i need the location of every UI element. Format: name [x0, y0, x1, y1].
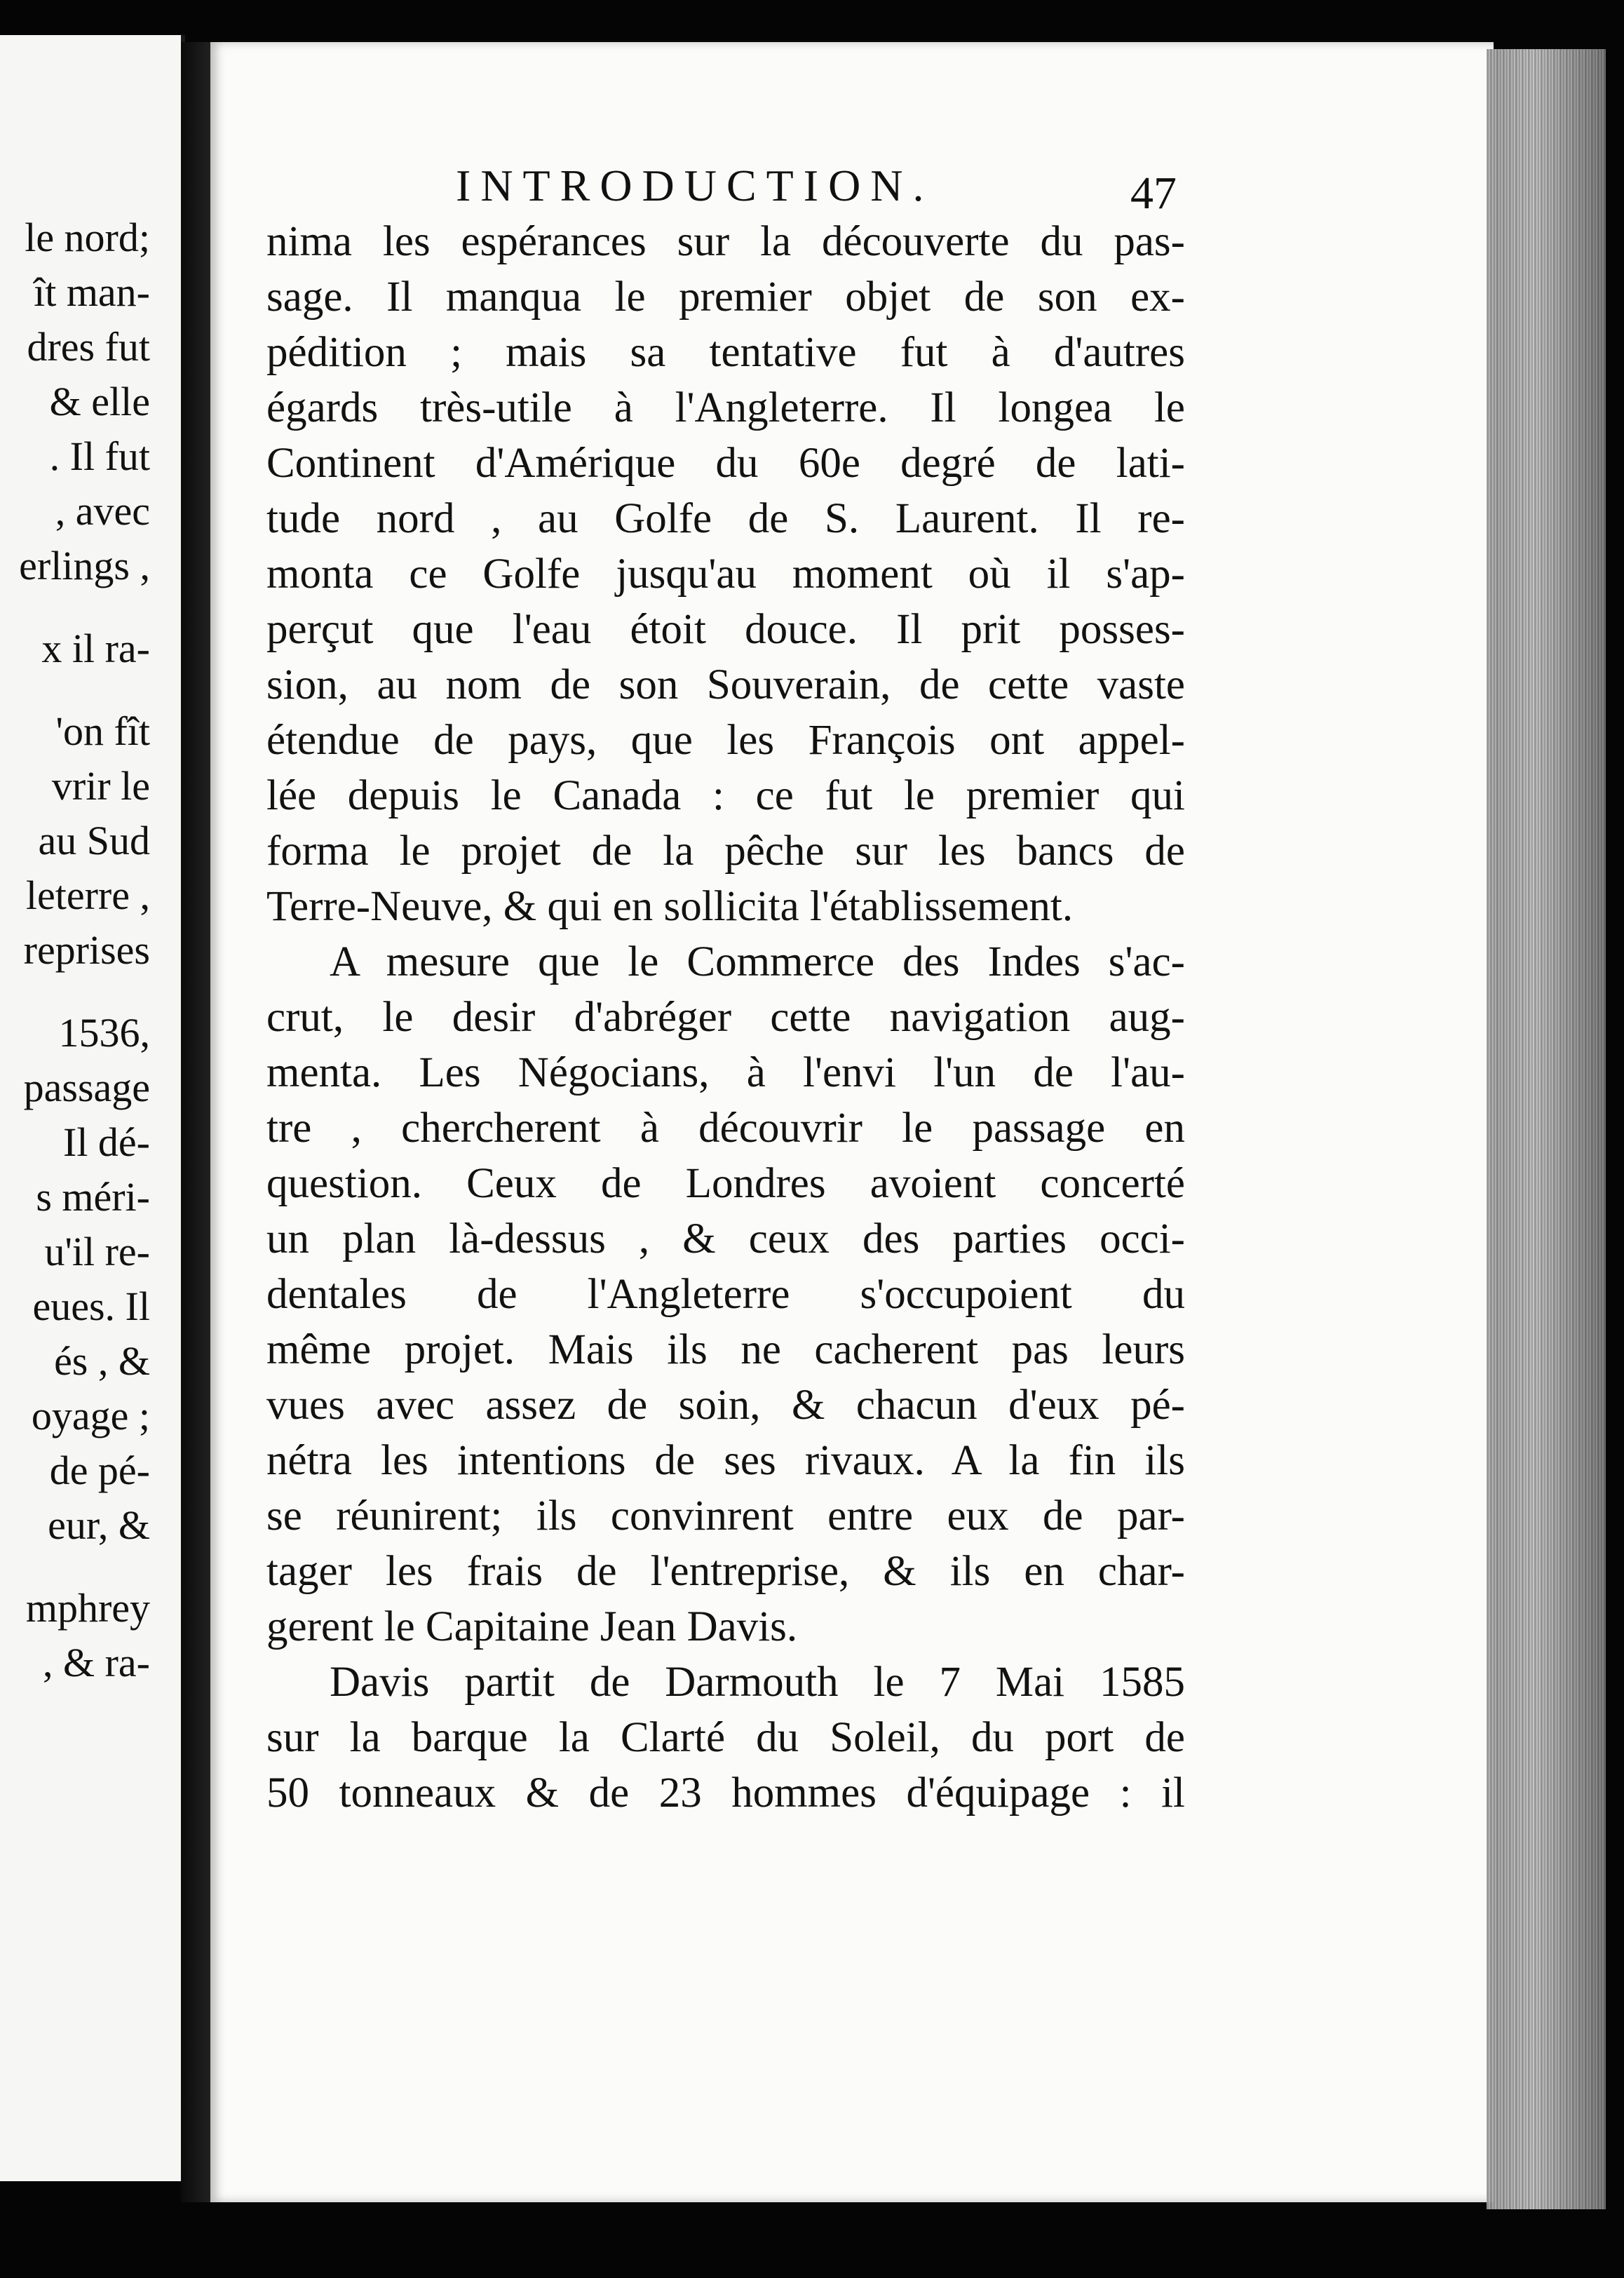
facing-page-line: passage: [23, 1065, 150, 1110]
text-line: égards très-utile à l'Angleterre. Il longea le: [266, 384, 1185, 431]
facing-page-line: x il ra-: [41, 626, 150, 671]
facing-page-line: [19, 1553, 150, 1581]
text-line: A mesure que le Commerce des Indes s'ac-: [330, 938, 1185, 985]
facing-page-line: de pé-: [49, 1448, 150, 1493]
facing-page-line: s méri-: [36, 1174, 150, 1220]
facing-page-line: leterre ,: [25, 872, 150, 918]
text-line: vues avec assez de soin, & chacun d'eux pé-: [266, 1382, 1185, 1429]
text-line: pédition ; mais sa tentative fut à d'autres: [266, 329, 1185, 376]
facing-page-line: ît man-: [34, 269, 150, 315]
text-line: crut, le desir d'abréger cette navigation aug-: [266, 994, 1185, 1041]
facing-page-line: [19, 978, 150, 1006]
facing-page-line: & elle: [49, 379, 150, 424]
text-line: sage. Il manqua le premier objet de son ex-: [266, 274, 1185, 321]
text-line: 50 tonneaux & de 23 hommes d'équipage : il: [266, 1770, 1185, 1817]
running-head: INTRODUCTION.: [456, 161, 934, 210]
text-line: question. Ceux de Londres avoient concerté: [266, 1160, 1185, 1207]
text-line: nima les espérances sur la découverte du pas-: [266, 218, 1185, 265]
body-text: [266, 214, 1185, 1821]
facing-page-line: Il dé-: [63, 1119, 150, 1165]
text-line: dentales de l'Angleterre s'occupoient du: [266, 1271, 1185, 1318]
text-line: se réunirent; ils convinrent entre eux de par-: [266, 1492, 1185, 1539]
text-line: perçut que l'eau étoit douce. Il prit posses-: [266, 606, 1185, 653]
text-line: forma le projet de la pêche sur les bancs de: [266, 828, 1185, 875]
page-number: 47: [1130, 168, 1177, 219]
facing-page-line: és , &: [54, 1338, 150, 1384]
facing-page-line: au Sud: [38, 818, 150, 863]
text-line: monta ce Golfe jusqu'au moment où il s'ap-: [266, 551, 1185, 598]
text-line: menta. Les Négocians, à l'envi l'un de l'au-: [266, 1049, 1185, 1096]
text-line: tude nord , au Golfe de S. Laurent. Il re-: [266, 495, 1185, 542]
facing-page-line: vrir le: [51, 763, 150, 809]
facing-page-line: eur, &: [48, 1502, 150, 1548]
facing-page-line: erlings ,: [19, 543, 150, 588]
facing-page-line: mphrey: [25, 1585, 150, 1631]
text-line: Continent d'Amérique du 60e degré de lati-: [266, 440, 1185, 487]
text-line: tager les frais de l'entreprise, & ils en char-: [266, 1548, 1185, 1595]
facing-page-line: u'il re-: [44, 1229, 150, 1274]
text-line: étendue de pays, que les François ont appel-: [266, 717, 1185, 764]
facing-page-line: oyage ;: [31, 1393, 150, 1438]
facing-page-line: 'on fît: [55, 708, 150, 754]
text-line: lée depuis le Canada : ce fut le premier qui: [266, 772, 1185, 819]
facing-page-line: reprises: [23, 927, 150, 973]
text-line: un plan là-dessus , & ceux des parties occi-: [266, 1215, 1185, 1262]
text-line: nétra les intentions de ses rivaux. A la fin ils: [266, 1437, 1185, 1484]
text-line: Terre-Neuve, & qui en sollicita l'établissement.: [266, 883, 1074, 930]
facing-page-line: [19, 593, 150, 621]
text-line: sion, au nom de son Souverain, de cette vaste: [266, 661, 1185, 708]
facing-page-text: [19, 210, 150, 1690]
facing-page-line: le nord;: [25, 215, 150, 260]
facing-page-line: 1536,: [58, 1010, 150, 1056]
facing-page-line: eues. Il: [32, 1283, 150, 1329]
book-fore-edge-shade: [1487, 49, 1606, 2209]
facing-page-line: dres fut: [27, 324, 150, 370]
text-line: sur la barque la Clarté du Soleil, du port de: [266, 1714, 1185, 1761]
facing-page-line: [19, 676, 150, 704]
text-line: même projet. Mais ils ne cacherent pas leurs: [266, 1326, 1185, 1373]
text-line: tre , chercherent à découvrir le passage en: [266, 1105, 1185, 1152]
text-line: Davis partit de Darmouth le 7 Mai 1585: [330, 1659, 1185, 1706]
facing-page-line: , & ra-: [43, 1640, 150, 1685]
facing-page-fragment: [0, 35, 185, 2181]
text-line: gerent le Capitaine Jean Davis.: [266, 1603, 798, 1650]
facing-page-line: . Il fut: [49, 433, 150, 479]
facing-page-line: , avec: [55, 488, 150, 534]
